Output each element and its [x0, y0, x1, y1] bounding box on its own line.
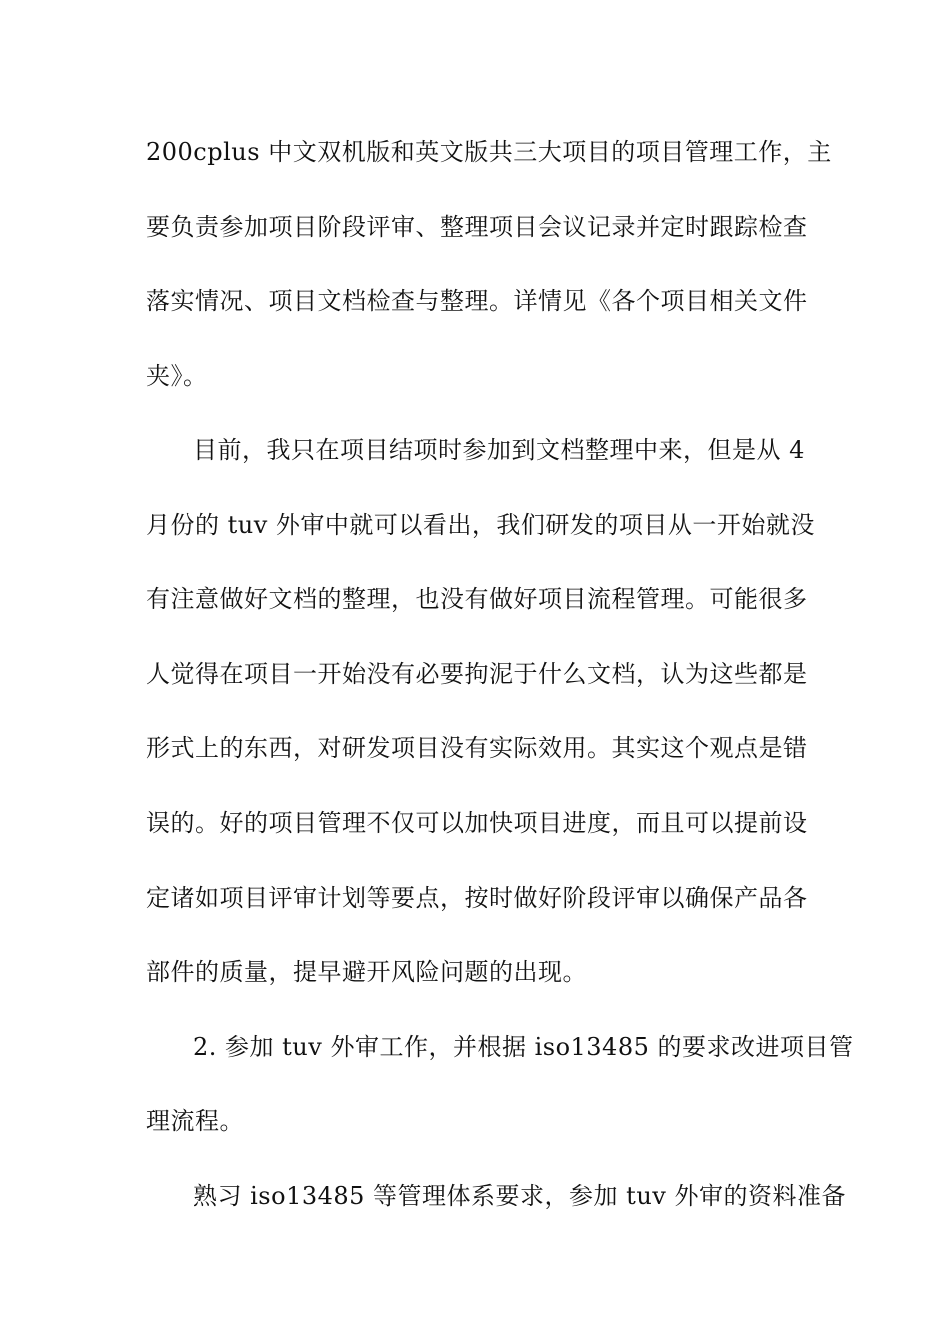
text-line: 2. 参加 tuv 外审工作，并根据 iso13485 的要求改进项目管	[193, 1033, 854, 1061]
text-line: 有注意做好文档的整理，也没有做好项目流程管理。可能很多	[146, 585, 808, 613]
text-line: 月份的 tuv 外审中就可以看出，我们研发的项目从一开始就没	[146, 511, 815, 539]
text-line: 200cplus 中文双机版和英文版共三大项目的项目管理工作，主	[146, 138, 832, 166]
text-line: 熟习 iso13485 等管理体系要求，参加 tuv 外审的资料准备	[193, 1182, 846, 1210]
text-line: 形式上的东西，对研发项目没有实际效用。其实这个观点是错	[146, 734, 808, 762]
text-line: 定诸如项目评审计划等要点，按时做好阶段评审以确保产品各	[146, 884, 808, 912]
text-line: 落实情况、项目文档检查与整理。详情见《各个项目相关文件	[146, 287, 808, 315]
text-line: 误的。好的项目管理不仅可以加快项目进度，而且可以提前设	[146, 809, 808, 837]
text-line: 要负责参加项目阶段评审、整理项目会议记录并定时跟踪检查	[146, 213, 808, 241]
text-line: 人觉得在项目一开始没有必要拘泥于什么文档，认为这些都是	[146, 660, 808, 688]
text-line: 目前，我只在项目结项时参加到文档整理中来，但是从 4	[193, 436, 805, 464]
text-line: 部件的质量，提早避开风险问题的出现。	[146, 958, 587, 986]
text-line: 夹》。	[146, 362, 208, 390]
text-line: 理流程。	[146, 1107, 244, 1135]
